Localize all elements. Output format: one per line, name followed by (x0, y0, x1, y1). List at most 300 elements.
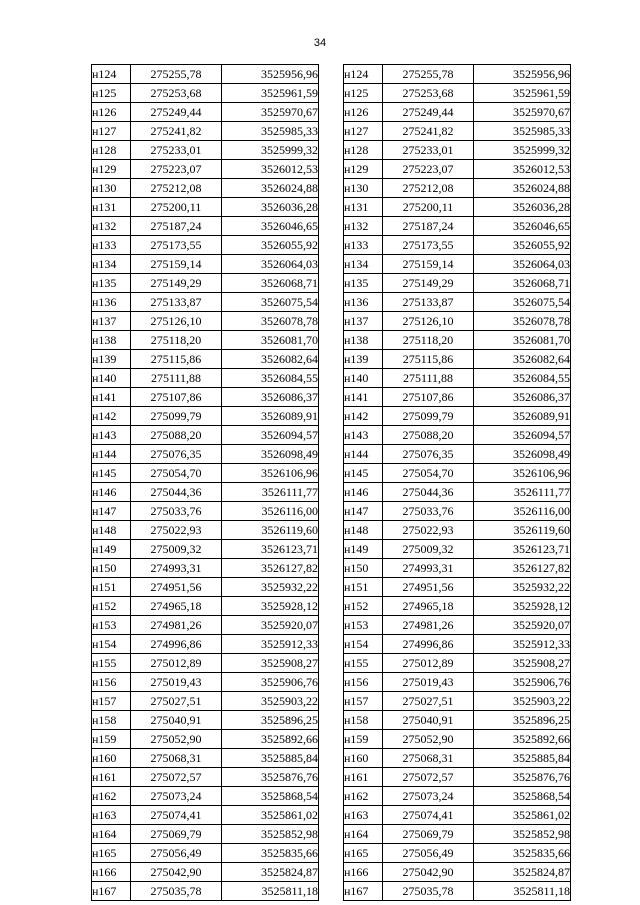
table-row (344, 122, 571, 141)
x-coordinate-cell: 275149,29 (131, 274, 222, 293)
point-id-cell: н147 (344, 502, 383, 521)
x-coordinate-cell: 275033,76 (383, 502, 474, 521)
x-coordinate-cell: 275111,88 (383, 369, 474, 388)
y-coordinate-cell: 3526116,00 (222, 502, 319, 521)
table-row (92, 464, 319, 483)
table-row (92, 540, 319, 559)
y-coordinate-cell: 3526081,70 (222, 331, 319, 350)
y-coordinate-cell: 3525852,98 (222, 825, 319, 844)
y-coordinate-cell: 3525985,33 (222, 122, 319, 141)
x-coordinate-cell: 275035,78 (131, 882, 222, 901)
x-coordinate-cell: 275223,07 (131, 160, 222, 179)
table-row (344, 578, 571, 597)
point-id-cell: н132 (344, 217, 383, 236)
point-id-cell: н158 (92, 711, 131, 730)
point-id-cell: н137 (92, 312, 131, 331)
x-coordinate-cell: 275012,89 (131, 654, 222, 673)
x-coordinate-cell: 275012,89 (383, 654, 474, 673)
x-coordinate-cell: 275044,36 (383, 483, 474, 502)
table-row (92, 407, 319, 426)
y-coordinate-cell: 3526075,54 (222, 293, 319, 312)
table-row (344, 217, 571, 236)
point-id-cell: н125 (92, 84, 131, 103)
x-coordinate-cell: 275223,07 (383, 160, 474, 179)
x-coordinate-cell: 274981,26 (383, 616, 474, 635)
y-coordinate-cell: 3526012,53 (222, 160, 319, 179)
table-row (92, 863, 319, 882)
page-number: 34 (313, 37, 327, 49)
table-row (344, 502, 571, 521)
point-id-cell: н135 (92, 274, 131, 293)
table-row (344, 616, 571, 635)
x-coordinate-cell: 274993,31 (131, 559, 222, 578)
y-coordinate-cell: 3525970,67 (474, 103, 571, 122)
x-coordinate-cell: 275027,51 (131, 692, 222, 711)
table-row (344, 654, 571, 673)
y-coordinate-cell: 3525928,12 (222, 597, 319, 616)
y-coordinate-cell: 3525932,22 (222, 578, 319, 597)
point-id-cell: н148 (92, 521, 131, 540)
y-coordinate-cell: 3526094,57 (474, 426, 571, 445)
x-coordinate-cell: 274996,86 (131, 635, 222, 654)
point-id-cell: н125 (344, 84, 383, 103)
table-row (92, 844, 319, 863)
point-id-cell: н156 (92, 673, 131, 692)
table-row (344, 540, 571, 559)
x-coordinate-cell: 274951,56 (383, 578, 474, 597)
point-id-cell: н128 (92, 141, 131, 160)
y-coordinate-cell: 3525876,76 (474, 768, 571, 787)
y-coordinate-cell: 3526081,70 (474, 331, 571, 350)
y-coordinate-cell: 3525906,76 (474, 673, 571, 692)
table-row (92, 806, 319, 825)
table-row (92, 711, 319, 730)
table-row (92, 84, 319, 103)
table-row (344, 863, 571, 882)
point-id-cell: н129 (344, 160, 383, 179)
table-row (344, 559, 571, 578)
y-coordinate-cell: 3525956,96 (474, 65, 571, 84)
y-coordinate-cell: 3525920,07 (222, 616, 319, 635)
point-id-cell: н149 (92, 540, 131, 559)
point-id-cell: н129 (92, 160, 131, 179)
x-coordinate-cell: 275249,44 (131, 103, 222, 122)
x-coordinate-cell: 275022,93 (131, 521, 222, 540)
point-id-cell: н142 (344, 407, 383, 426)
point-id-cell: н152 (92, 597, 131, 616)
y-coordinate-cell: 3525824,87 (222, 863, 319, 882)
x-coordinate-cell: 274993,31 (383, 559, 474, 578)
x-coordinate-cell: 274996,86 (383, 635, 474, 654)
x-coordinate-cell: 275073,24 (383, 787, 474, 806)
table-row (344, 806, 571, 825)
point-id-cell: н163 (344, 806, 383, 825)
table-row (344, 597, 571, 616)
x-coordinate-cell: 275054,70 (383, 464, 474, 483)
point-id-cell: н148 (344, 521, 383, 540)
table-row (92, 293, 319, 312)
x-coordinate-cell: 275027,51 (383, 692, 474, 711)
x-coordinate-cell: 275107,86 (383, 388, 474, 407)
x-coordinate-cell: 275149,29 (383, 274, 474, 293)
x-coordinate-cell: 275200,11 (383, 198, 474, 217)
table-row (92, 521, 319, 540)
x-coordinate-cell: 275115,86 (383, 350, 474, 369)
point-id-cell: н127 (92, 122, 131, 141)
table-row (344, 521, 571, 540)
y-coordinate-cell: 3526111,77 (222, 483, 319, 502)
point-id-cell: н138 (344, 331, 383, 350)
y-coordinate-cell: 3526036,28 (222, 198, 319, 217)
x-coordinate-cell: 275159,14 (131, 255, 222, 274)
y-coordinate-cell: 3526127,82 (222, 559, 319, 578)
point-id-cell: н160 (92, 749, 131, 768)
y-coordinate-cell: 3526111,77 (474, 483, 571, 502)
y-coordinate-cell: 3525906,76 (222, 673, 319, 692)
point-id-cell: н154 (344, 635, 383, 654)
table-row (92, 122, 319, 141)
x-coordinate-cell: 275133,87 (383, 293, 474, 312)
y-coordinate-cell: 3526127,82 (474, 559, 571, 578)
x-coordinate-cell: 275022,93 (383, 521, 474, 540)
table-row (92, 274, 319, 293)
y-coordinate-cell: 3526068,71 (474, 274, 571, 293)
table-row (344, 388, 571, 407)
y-coordinate-cell: 3526084,55 (222, 369, 319, 388)
table-row (344, 635, 571, 654)
point-id-cell: н127 (344, 122, 383, 141)
y-coordinate-cell: 3525868,54 (222, 787, 319, 806)
y-coordinate-cell: 3525892,66 (222, 730, 319, 749)
point-id-cell: н140 (92, 369, 131, 388)
point-id-cell: н163 (92, 806, 131, 825)
table-row (344, 160, 571, 179)
table-row (344, 426, 571, 445)
table-row (92, 749, 319, 768)
x-coordinate-cell: 275133,87 (131, 293, 222, 312)
table-row (344, 274, 571, 293)
table-row (344, 464, 571, 483)
y-coordinate-cell: 3526119,60 (474, 521, 571, 540)
coordinates-table-left-body (92, 65, 319, 901)
table-row (344, 692, 571, 711)
table-row (344, 141, 571, 160)
y-coordinate-cell: 3526119,60 (222, 521, 319, 540)
x-coordinate-cell: 275187,24 (383, 217, 474, 236)
table-row (92, 616, 319, 635)
table-row (92, 882, 319, 901)
point-id-cell: н126 (92, 103, 131, 122)
point-id-cell: н144 (92, 445, 131, 464)
x-coordinate-cell: 275054,70 (131, 464, 222, 483)
y-coordinate-cell: 3526098,49 (474, 445, 571, 464)
point-id-cell: н147 (92, 502, 131, 521)
y-coordinate-cell: 3525861,02 (222, 806, 319, 825)
table-row (344, 369, 571, 388)
point-id-cell: н158 (344, 711, 383, 730)
table-row (92, 673, 319, 692)
point-id-cell: н134 (344, 255, 383, 274)
table-row (92, 350, 319, 369)
table-row (92, 198, 319, 217)
point-id-cell: н124 (344, 65, 383, 84)
point-id-cell: н124 (92, 65, 131, 84)
x-coordinate-cell: 275040,91 (131, 711, 222, 730)
table-row (92, 635, 319, 654)
y-coordinate-cell: 3525811,18 (222, 882, 319, 901)
x-coordinate-cell: 275126,10 (131, 312, 222, 331)
x-coordinate-cell: 275074,41 (131, 806, 222, 825)
x-coordinate-cell: 275088,20 (383, 426, 474, 445)
point-id-cell: н165 (92, 844, 131, 863)
point-id-cell: н131 (344, 198, 383, 217)
x-coordinate-cell: 275052,90 (383, 730, 474, 749)
x-coordinate-cell: 275019,43 (131, 673, 222, 692)
x-coordinate-cell: 275042,90 (383, 863, 474, 882)
x-coordinate-cell: 275173,55 (131, 236, 222, 255)
x-coordinate-cell: 275107,86 (131, 388, 222, 407)
x-coordinate-cell: 275044,36 (131, 483, 222, 502)
x-coordinate-cell: 275173,55 (383, 236, 474, 255)
y-coordinate-cell: 3525811,18 (474, 882, 571, 901)
point-id-cell: н146 (92, 483, 131, 502)
x-coordinate-cell: 275019,43 (383, 673, 474, 692)
table-row (344, 198, 571, 217)
table-row (344, 407, 571, 426)
y-coordinate-cell: 3526064,03 (474, 255, 571, 274)
x-coordinate-cell: 275187,24 (131, 217, 222, 236)
table-row (92, 768, 319, 787)
table-row (344, 882, 571, 901)
x-coordinate-cell: 275212,08 (131, 179, 222, 198)
y-coordinate-cell: 3525999,32 (222, 141, 319, 160)
point-id-cell: н141 (344, 388, 383, 407)
table-row (92, 312, 319, 331)
point-id-cell: н166 (92, 863, 131, 882)
x-coordinate-cell: 275118,20 (131, 331, 222, 350)
y-coordinate-cell: 3526106,96 (474, 464, 571, 483)
table-row (92, 692, 319, 711)
x-coordinate-cell: 275115,86 (131, 350, 222, 369)
table-row (92, 236, 319, 255)
table-row (344, 730, 571, 749)
y-coordinate-cell: 3525835,66 (474, 844, 571, 863)
point-id-cell: н164 (344, 825, 383, 844)
table-row (92, 825, 319, 844)
x-coordinate-cell: 275159,14 (383, 255, 474, 274)
coordinates-table-left (91, 64, 319, 901)
point-id-cell: н134 (92, 255, 131, 274)
y-coordinate-cell: 3526089,91 (474, 407, 571, 426)
y-coordinate-cell: 3525970,67 (222, 103, 319, 122)
table-row (344, 749, 571, 768)
y-coordinate-cell: 3525835,66 (222, 844, 319, 863)
x-coordinate-cell: 275249,44 (383, 103, 474, 122)
point-id-cell: н149 (344, 540, 383, 559)
point-id-cell: н156 (344, 673, 383, 692)
y-coordinate-cell: 3525956,96 (222, 65, 319, 84)
x-coordinate-cell: 275035,78 (383, 882, 474, 901)
point-id-cell: н162 (92, 787, 131, 806)
point-id-cell: н159 (92, 730, 131, 749)
point-id-cell: н136 (92, 293, 131, 312)
point-id-cell: н145 (92, 464, 131, 483)
x-coordinate-cell: 275212,08 (383, 179, 474, 198)
x-coordinate-cell: 275040,91 (383, 711, 474, 730)
point-id-cell: н133 (344, 236, 383, 255)
y-coordinate-cell: 3526098,49 (222, 445, 319, 464)
point-id-cell: н167 (92, 882, 131, 901)
point-id-cell: н154 (92, 635, 131, 654)
table-row (92, 388, 319, 407)
point-id-cell: н161 (344, 768, 383, 787)
table-row (92, 331, 319, 350)
y-coordinate-cell: 3525896,25 (222, 711, 319, 730)
table-row (92, 483, 319, 502)
y-coordinate-cell: 3525852,98 (474, 825, 571, 844)
x-coordinate-cell: 275074,41 (383, 806, 474, 825)
table-row (92, 103, 319, 122)
x-coordinate-cell: 275111,88 (131, 369, 222, 388)
y-coordinate-cell: 3526086,37 (222, 388, 319, 407)
y-coordinate-cell: 3526123,71 (474, 540, 571, 559)
point-id-cell: н130 (344, 179, 383, 198)
y-coordinate-cell: 3525961,59 (222, 84, 319, 103)
y-coordinate-cell: 3526012,53 (474, 160, 571, 179)
x-coordinate-cell: 275200,11 (131, 198, 222, 217)
point-id-cell: н151 (92, 578, 131, 597)
y-coordinate-cell: 3525903,22 (222, 692, 319, 711)
y-coordinate-cell: 3526082,64 (474, 350, 571, 369)
x-coordinate-cell: 275088,20 (131, 426, 222, 445)
point-id-cell: н155 (344, 654, 383, 673)
y-coordinate-cell: 3526078,78 (222, 312, 319, 331)
table-row (92, 160, 319, 179)
y-coordinate-cell: 3525876,76 (222, 768, 319, 787)
x-coordinate-cell: 275076,35 (383, 445, 474, 464)
y-coordinate-cell: 3525868,54 (474, 787, 571, 806)
table-row (92, 597, 319, 616)
x-coordinate-cell: 275233,01 (131, 141, 222, 160)
point-id-cell: н152 (344, 597, 383, 616)
point-id-cell: н137 (344, 312, 383, 331)
table-row (92, 426, 319, 445)
x-coordinate-cell: 275099,79 (383, 407, 474, 426)
point-id-cell: н142 (92, 407, 131, 426)
table-row (344, 312, 571, 331)
table-row (344, 787, 571, 806)
x-coordinate-cell: 275069,79 (131, 825, 222, 844)
point-id-cell: н161 (92, 768, 131, 787)
table-row (344, 236, 571, 255)
table-row (344, 483, 571, 502)
x-coordinate-cell: 275126,10 (383, 312, 474, 331)
x-coordinate-cell: 275069,79 (383, 825, 474, 844)
x-coordinate-cell: 274965,18 (383, 597, 474, 616)
table-row (92, 217, 319, 236)
x-coordinate-cell: 275009,32 (383, 540, 474, 559)
point-id-cell: н143 (344, 426, 383, 445)
x-coordinate-cell: 275056,49 (383, 844, 474, 863)
y-coordinate-cell: 3526082,64 (222, 350, 319, 369)
point-id-cell: н159 (344, 730, 383, 749)
y-coordinate-cell: 3525861,02 (474, 806, 571, 825)
y-coordinate-cell: 3526089,91 (222, 407, 319, 426)
table-row (92, 445, 319, 464)
point-id-cell: н146 (344, 483, 383, 502)
x-coordinate-cell: 275042,90 (131, 863, 222, 882)
point-id-cell: н145 (344, 464, 383, 483)
y-coordinate-cell: 3525896,25 (474, 711, 571, 730)
x-coordinate-cell: 275099,79 (131, 407, 222, 426)
x-coordinate-cell: 274981,26 (131, 616, 222, 635)
point-id-cell: н164 (92, 825, 131, 844)
table-row (92, 502, 319, 521)
point-id-cell: н141 (92, 388, 131, 407)
y-coordinate-cell: 3525908,27 (474, 654, 571, 673)
y-coordinate-cell: 3525912,33 (474, 635, 571, 654)
y-coordinate-cell: 3525928,12 (474, 597, 571, 616)
x-coordinate-cell: 275233,01 (383, 141, 474, 160)
point-id-cell: н131 (92, 198, 131, 217)
point-id-cell: н138 (92, 331, 131, 350)
x-coordinate-cell: 275253,68 (383, 84, 474, 103)
y-coordinate-cell: 3526055,92 (474, 236, 571, 255)
y-coordinate-cell: 3526106,96 (222, 464, 319, 483)
x-coordinate-cell: 275056,49 (131, 844, 222, 863)
y-coordinate-cell: 3526116,00 (474, 502, 571, 521)
x-coordinate-cell: 275255,78 (131, 65, 222, 84)
point-id-cell: н140 (344, 369, 383, 388)
table-row (92, 255, 319, 274)
y-coordinate-cell: 3525903,22 (474, 692, 571, 711)
y-coordinate-cell: 3526075,54 (474, 293, 571, 312)
point-id-cell: н135 (344, 274, 383, 293)
x-coordinate-cell: 275253,68 (131, 84, 222, 103)
table-row (344, 65, 571, 84)
point-id-cell: н150 (344, 559, 383, 578)
x-coordinate-cell: 275068,31 (131, 749, 222, 768)
x-coordinate-cell: 275068,31 (383, 749, 474, 768)
point-id-cell: н167 (344, 882, 383, 901)
point-id-cell: н144 (344, 445, 383, 464)
coordinates-table-right (343, 64, 571, 901)
table-row (92, 141, 319, 160)
table-row (344, 84, 571, 103)
table-row (92, 65, 319, 84)
y-coordinate-cell: 3525999,32 (474, 141, 571, 160)
table-row (344, 768, 571, 787)
table-row (344, 673, 571, 692)
table-row (344, 825, 571, 844)
x-coordinate-cell: 275255,78 (383, 65, 474, 84)
x-coordinate-cell: 275241,82 (131, 122, 222, 141)
point-id-cell: н132 (92, 217, 131, 236)
y-coordinate-cell: 3526064,03 (222, 255, 319, 274)
y-coordinate-cell: 3526024,88 (222, 179, 319, 198)
table-row (344, 255, 571, 274)
table-row (344, 445, 571, 464)
table-row (92, 179, 319, 198)
point-id-cell: н143 (92, 426, 131, 445)
y-coordinate-cell: 3525892,66 (474, 730, 571, 749)
y-coordinate-cell: 3526024,88 (474, 179, 571, 198)
point-id-cell: н165 (344, 844, 383, 863)
table-row (92, 578, 319, 597)
table-row (92, 787, 319, 806)
table-row (92, 369, 319, 388)
y-coordinate-cell: 3526036,28 (474, 198, 571, 217)
